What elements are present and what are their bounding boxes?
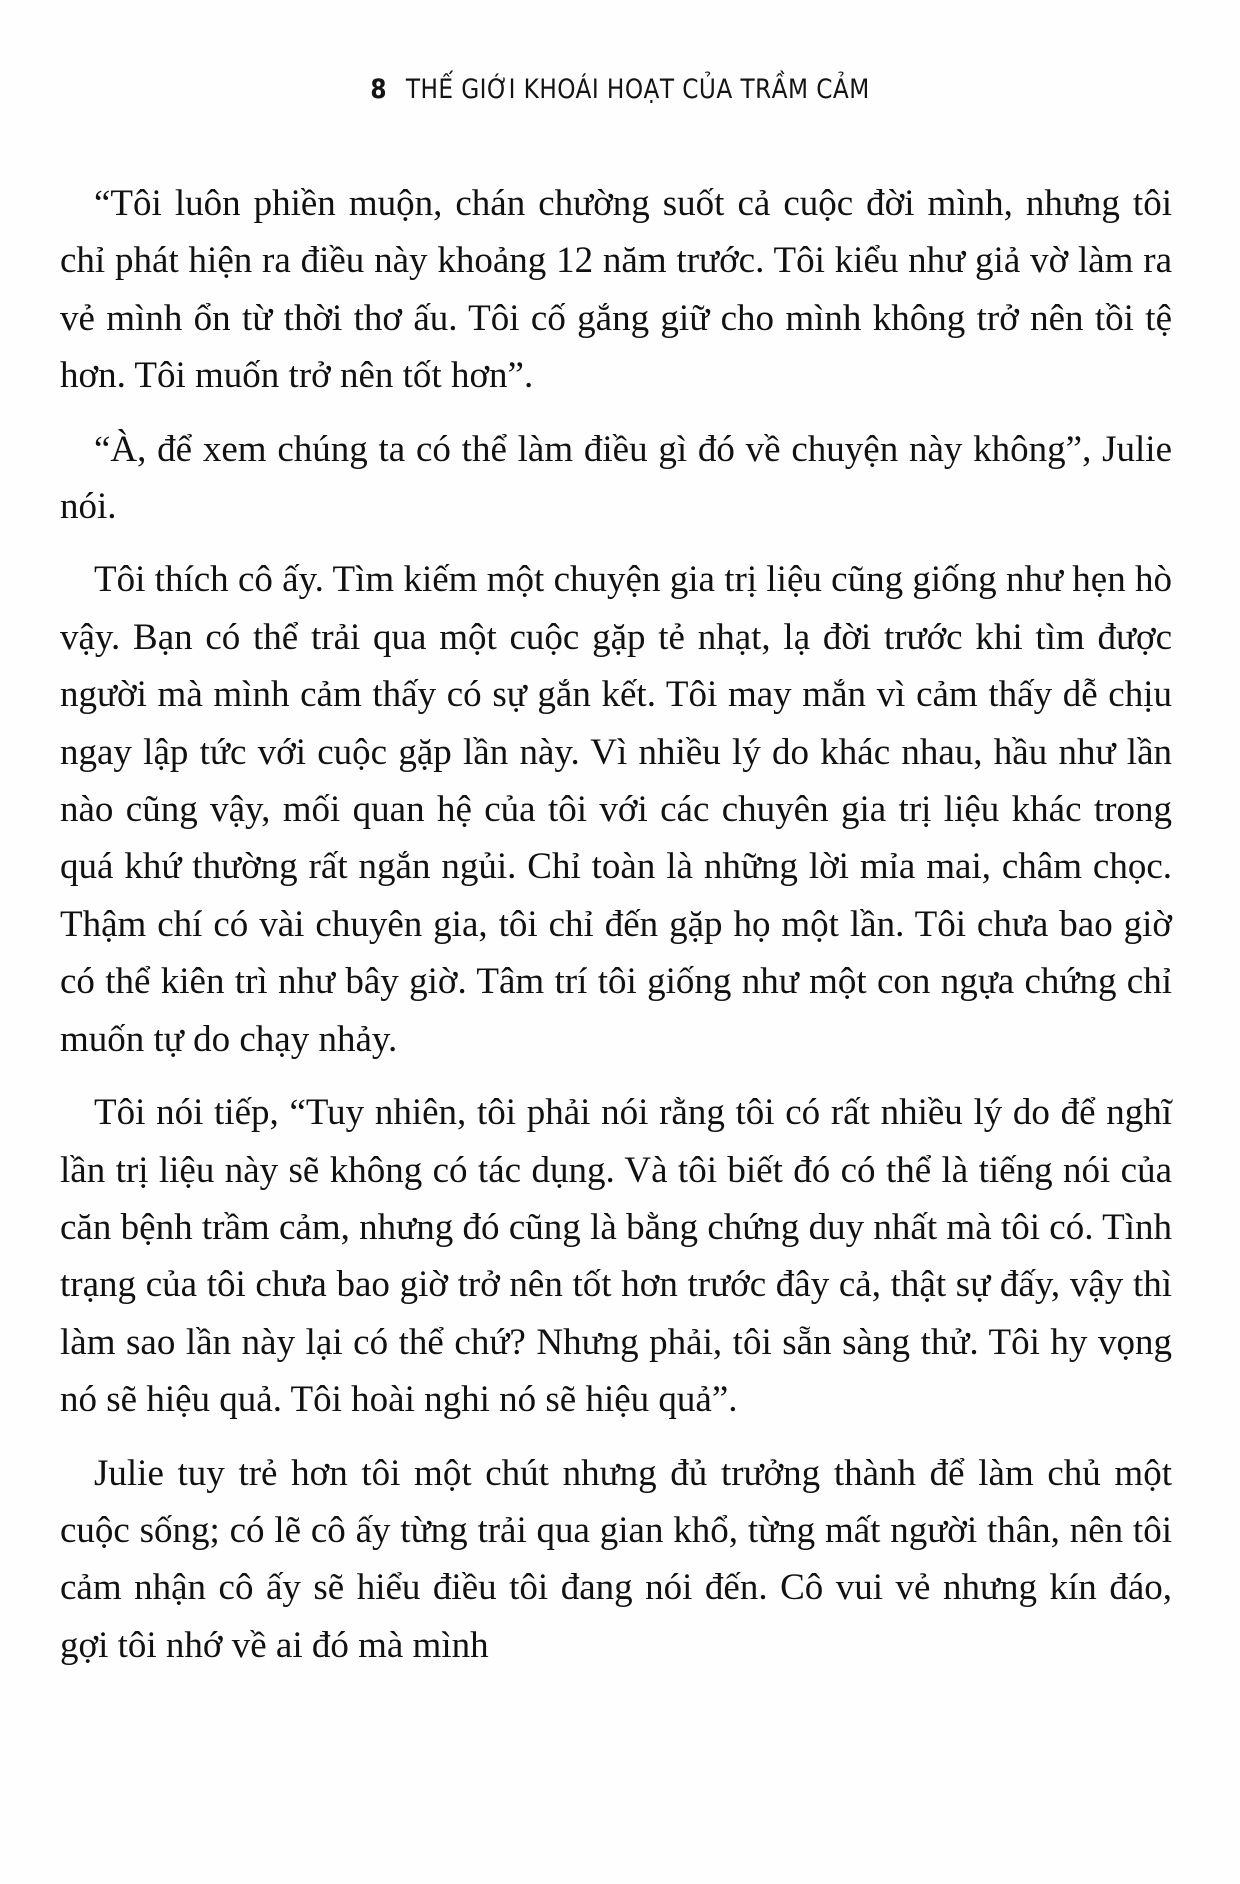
paragraph: Tôi thích cô ấy. Tìm kiếm một chuyện gia trị liệu cũng giống như hẹn hò vậy. Bạn có thể trải qua một cuộc gặp tẻ nhạt, lạ đời trước khi tìm được người mà mình cảm thấy có sự gắn kết. Tôi may mắn vì cảm thấy dễ chịu ngay lập tức với cuộc gặp lần này. Vì nhiều lý do khác nhau, hầu như lần nào cũng vậy, mối quan hệ của tôi với các chuyên gia trị liệu khác trong quá khứ thường rất ngắn ngủi. Chỉ toàn là những lời mỉa mai, châm chọc. Thậm chí có vài chuyên gia, tôi chỉ đến gặp họ một lần. Tôi chưa bao giờ có thể kiên trì như bây giờ. Tâm trí tôi giống như một con ngựa chứng chỉ muốn tự do chạy nhảy.	[60, 559, 1172, 1060]
running-head	[87, 74, 1153, 105]
paragraph: Julie tuy trẻ hơn tôi một chút nhưng đủ trưởng thành để làm chủ một cuộc sống; có lẽ cô ấy từng trải qua gian khổ, từng mất người thân, nên tôi cảm nhận cô ấy sẽ hiểu điều tôi đang nói đến. Cô vui vẻ nhưng kín đáo, gợi tôi nhớ về ai đó mà mình	[60, 1452, 1172, 1666]
paragraph: “À, để xem chúng ta có thể làm điều gì đó về chuyện này không”, Julie nói.	[60, 428, 1172, 528]
paragraph: Tôi nói tiếp, “Tuy nhiên, tôi phải nói rằng tôi có rất nhiều lý do để nghĩ lần trị liệu này sẽ không có tác dụng. Và tôi biết đó có thể là tiếng nói của căn bệnh trầm cảm, nhưng đó cũng là bằng chứng duy nhất mà tôi có. Tình trạng của tôi chưa bao giờ trở nên tốt hơn trước đây cả, thật sự đấy, vậy thì làm sao lần này lại có thể chứ? Nhưng phải, tôi sẵn sàng thử. Tôi hy vọng nó sẽ hiệu quả. Tôi hoài nghi nó sẽ hiệu quả”.	[60, 1092, 1172, 1421]
body-text	[60, 175, 1172, 1690]
book-title: THẾ GIỚI KHOÁI HOẠT CỦA TRẦM CẢM	[405, 74, 870, 105]
page-number: 8	[370, 74, 387, 105]
paragraph: “Tôi luôn phiền muộn, chán chường suốt cả cuộc đời mình, nhưng tôi chỉ phát hiện ra điều này khoảng 12 năm trước. Tôi kiểu như giả vờ làm ra vẻ mình ổn từ thời thơ ấu. Tôi cố gắng giữ cho mình không trở nên tồi tệ hơn. Tôi muốn trở nên tốt hơn”.	[60, 183, 1172, 397]
